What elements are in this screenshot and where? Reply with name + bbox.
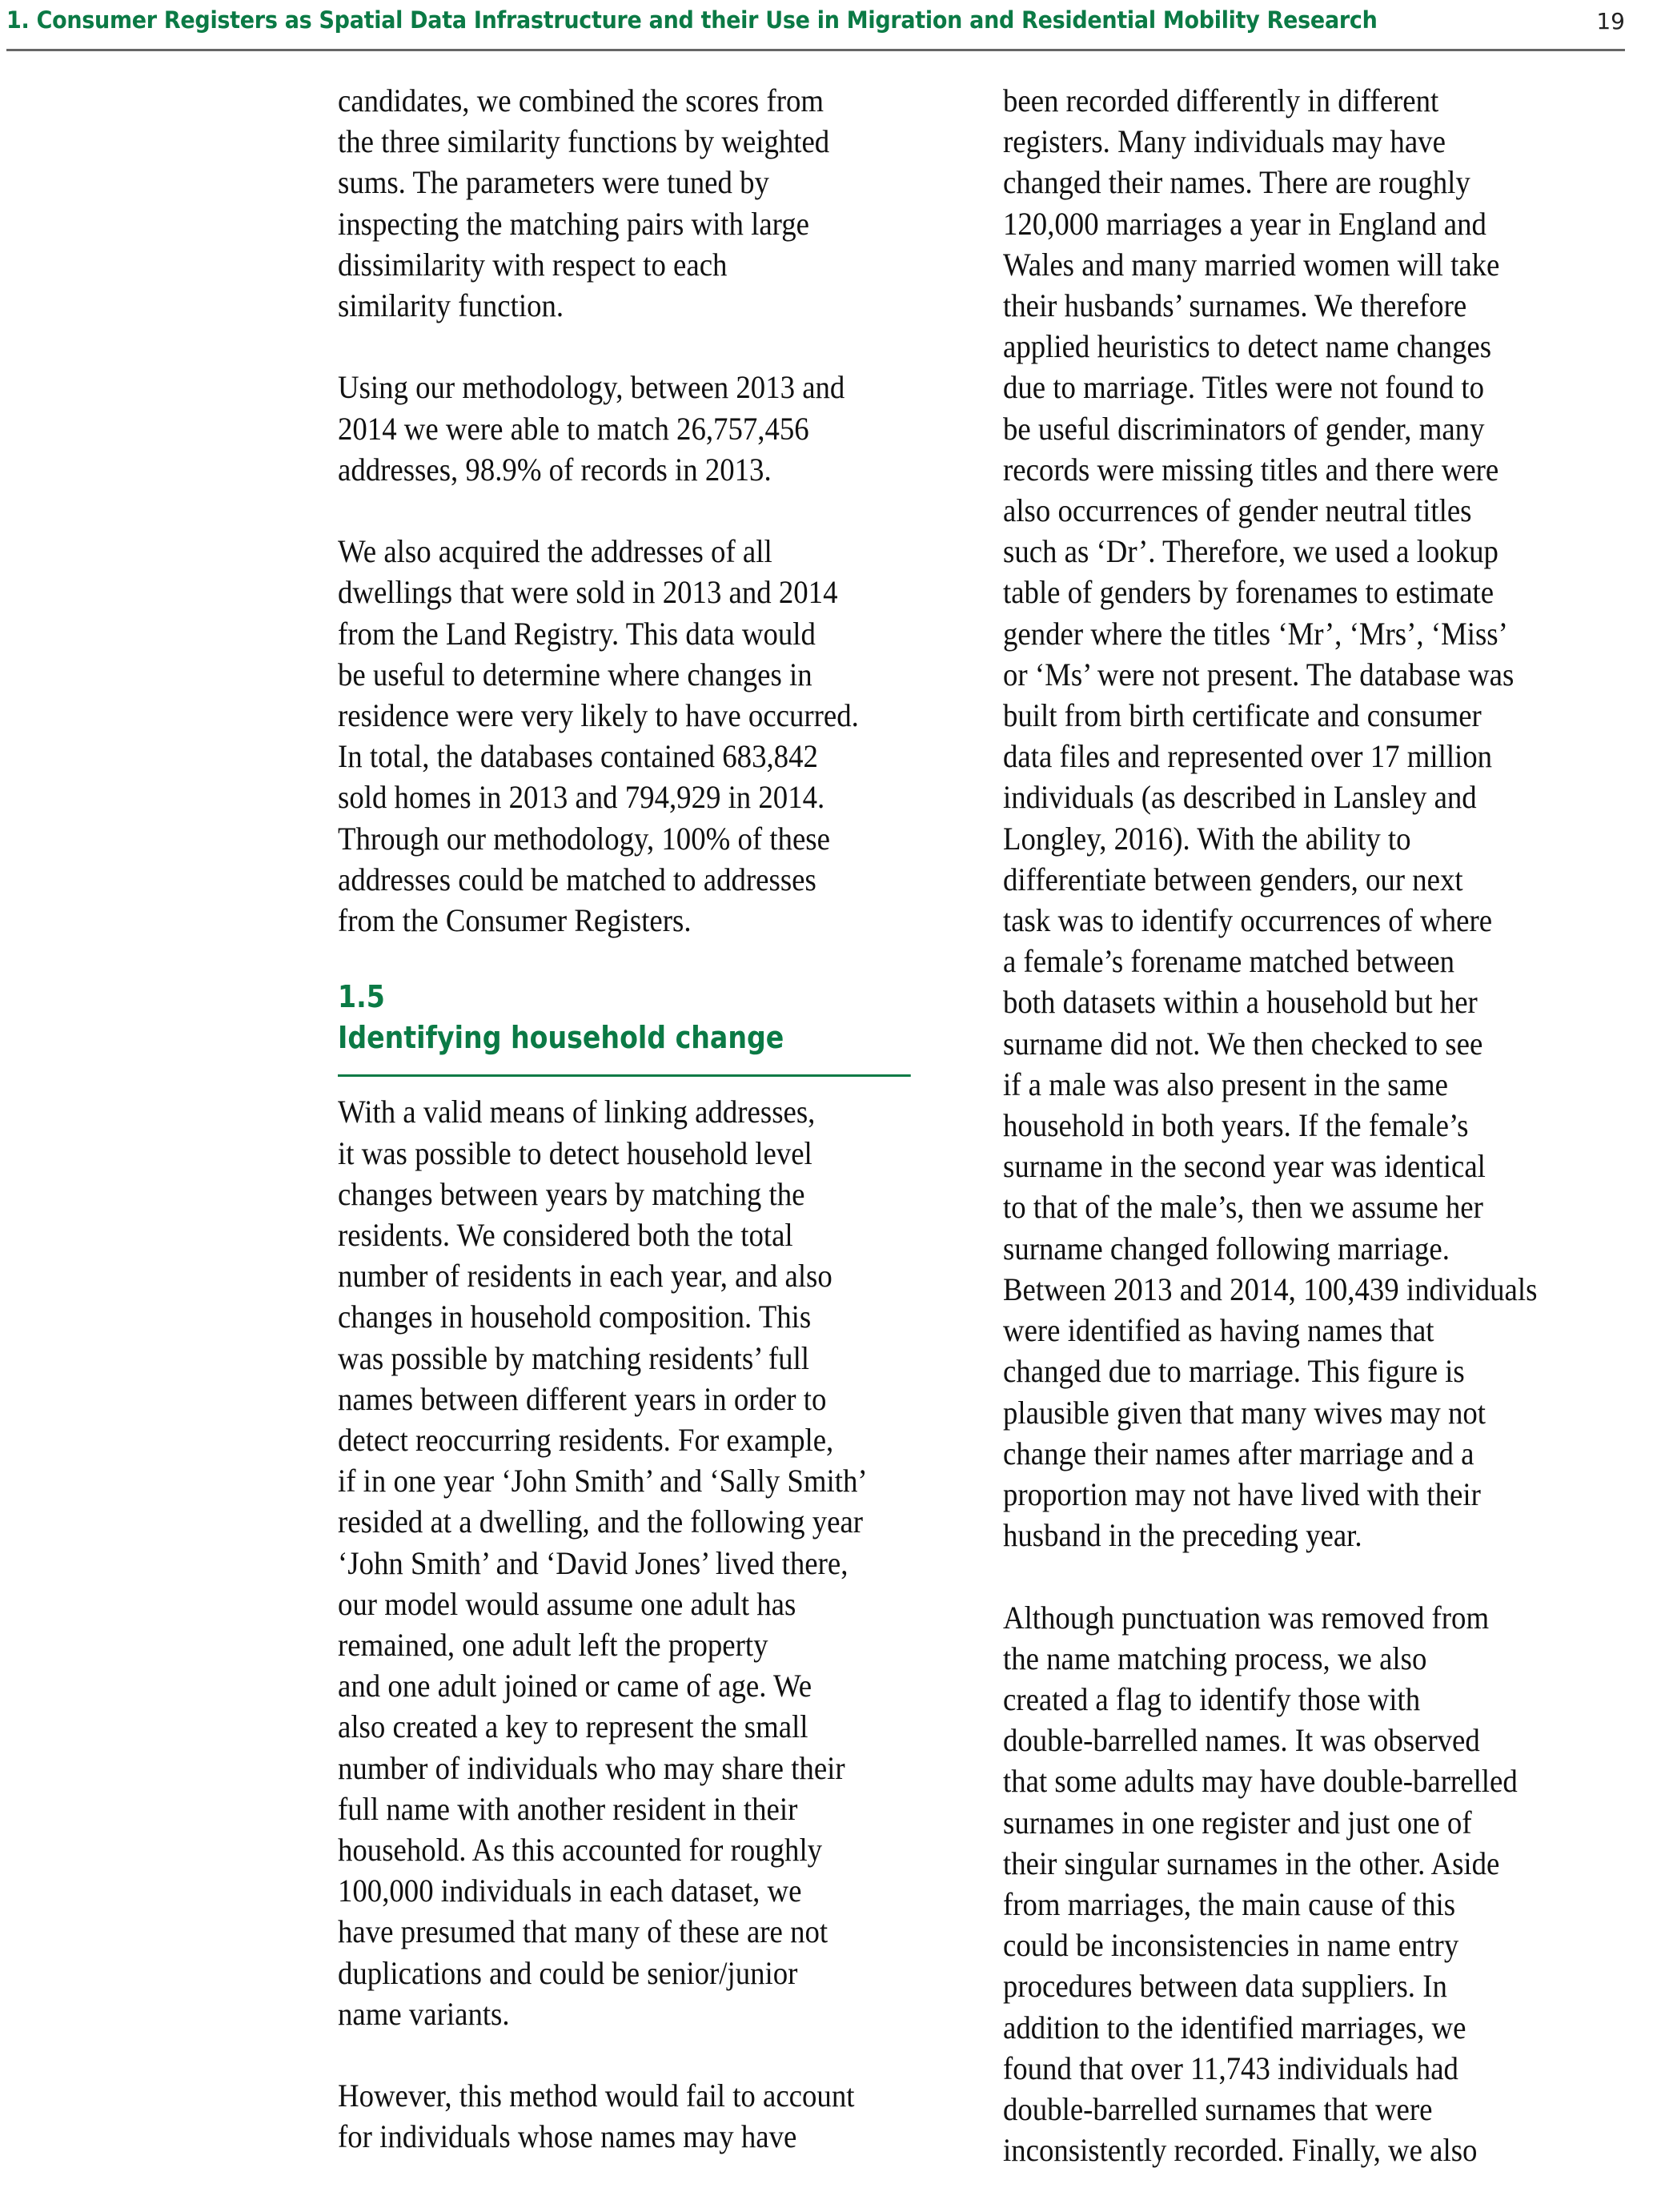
page-number: 19 xyxy=(1596,8,1625,34)
text-line: Although punctuation was removed from xyxy=(1003,1599,1490,1636)
text-line: number of residents in each year, and also xyxy=(338,1258,832,1295)
text-line: the three similarity functions by weighted xyxy=(338,123,830,160)
text-line: double-barrelled surnames that were xyxy=(1003,2090,1433,2127)
text-line: duplications and could be senior/junior xyxy=(338,1954,798,1991)
text-line: table of genders by forenames to estimate xyxy=(1003,574,1494,611)
text-line: inspecting the matching pairs with large xyxy=(338,205,810,242)
text-line: similarity function. xyxy=(338,287,564,324)
text-line: proportion may not have lived with their xyxy=(1003,1475,1481,1512)
text-line: Using our methodology, between 2013 and xyxy=(338,369,845,406)
text-line: from the Consumer Registers. xyxy=(338,902,692,939)
text-line: dissimilarity with respect to each xyxy=(338,246,728,283)
text-line: changes in household composition. This xyxy=(338,1299,812,1335)
text-line: changes between years by matching the xyxy=(338,1175,805,1212)
text-line: that some adults may have double-barrelled xyxy=(1003,1763,1518,1800)
text-line: been recorded differently in different xyxy=(1003,82,1439,118)
text-line: husband in the preceding year. xyxy=(1003,1517,1362,1554)
text-line: 2014 we were able to match 26,757,456 xyxy=(338,410,809,447)
text-line: residence were very likely to have occurred. xyxy=(338,697,859,734)
text-line: registers. Many individuals may have xyxy=(1003,123,1446,160)
text-line: sold homes in 2013 and 794,929 in 2014. xyxy=(338,779,825,816)
text-line: it was possible to detect household level xyxy=(338,1134,812,1171)
paragraph xyxy=(338,80,927,326)
text-line: their singular surnames in the other. Aside xyxy=(1003,1845,1500,1881)
paragraph xyxy=(338,1091,927,2034)
text-line: if in one year ‘John Smith’ and ‘Sally Smith’ xyxy=(338,1463,868,1499)
section-heading xyxy=(338,977,897,1058)
running-header xyxy=(6,5,1625,45)
text-line: addition to the identified marriages, we xyxy=(1003,2009,1466,2045)
text-line: addresses, 98.9% of records in 2013. xyxy=(338,451,772,488)
text-line: their husbands’ surnames. We therefore xyxy=(1003,287,1467,324)
text-line: could be inconsistencies in name entry xyxy=(1003,1927,1459,1964)
text-line: built from birth certificate and consumer xyxy=(1003,697,1482,734)
text-line: household in both years. If the female’s xyxy=(1003,1107,1469,1144)
text-line: surname did not. We then checked to see xyxy=(1003,1025,1483,1062)
text-line: data files and represented over 17 million xyxy=(1003,738,1493,775)
text-line: Wales and many married women will take xyxy=(1003,246,1500,283)
text-line: surname changed following marriage. xyxy=(1003,1230,1450,1267)
text-line: dwellings that were sold in 2013 and 2014 xyxy=(338,574,838,611)
text-line: a female’s forename matched between xyxy=(1003,943,1454,980)
text-line: be useful discriminators of gender, many xyxy=(1003,410,1485,447)
text-line: In total, the databases contained 683,842 xyxy=(338,738,818,775)
header-rule xyxy=(6,49,1625,51)
text-line: records were missing titles and there were xyxy=(1003,451,1499,488)
running-title: 1. Consumer Registers as Spatial Data Infrastructure and their Use in Migration and Residential Mobility Research xyxy=(6,6,1378,34)
text-line: were identified as having names that xyxy=(1003,1312,1434,1349)
text-line: be useful to determine where changes in xyxy=(338,656,812,693)
text-line: We also acquired the addresses of all xyxy=(338,533,772,570)
text-line: candidates, we combined the scores from xyxy=(338,82,824,118)
text-line: double-barrelled names. It was observed xyxy=(1003,1722,1480,1759)
text-line: from the Land Registry. This data would xyxy=(338,615,816,652)
text-line: changed due to marriage. This figure is xyxy=(1003,1353,1465,1390)
text-line: full name with another resident in their xyxy=(338,1790,798,1827)
text-line: names between different years in order to xyxy=(338,1380,827,1417)
text-line: detect reoccurring residents. For example, xyxy=(338,1422,834,1459)
text-line: plausible given that many wives may not xyxy=(1003,1394,1486,1431)
text-line: residents. We considered both the total xyxy=(338,1217,793,1254)
text-line: gender where the titles ‘Mr’, ‘Mrs’, ‘Miss’ xyxy=(1003,615,1508,652)
text-line: Between 2013 and 2014, 100,439 individuals xyxy=(1003,1271,1538,1307)
text-line: addresses could be matched to addresses xyxy=(338,861,816,897)
text-line: sums. The parameters were tuned by xyxy=(338,164,769,201)
left-paragraphs-after-section xyxy=(338,1091,927,2157)
text-line: change their names after marriage and a xyxy=(1003,1435,1474,1471)
left-paragraphs-before-section xyxy=(338,80,927,941)
text-line: resided at a dwelling, and the following year xyxy=(338,1503,864,1540)
text-line: have presumed that many of these are not xyxy=(338,1913,828,1950)
text-line: such as ‘Dr’. Therefore, we used a lookup xyxy=(1003,533,1498,570)
text-line: our model would assume one adult has xyxy=(338,1585,796,1622)
text-line: However, this method would fail to account xyxy=(338,2078,855,2114)
paragraph xyxy=(338,367,927,490)
text-line: changed their names. There are roughly xyxy=(1003,164,1470,201)
text-line: procedures between data suppliers. In xyxy=(1003,1968,1447,2005)
paragraph xyxy=(338,531,927,941)
paragraph xyxy=(338,2075,927,2157)
text-line: also created a key to represent the small xyxy=(338,1708,808,1745)
text-line: from marriages, the main cause of this xyxy=(1003,1885,1456,1922)
text-line: task was to identify occurrences of where xyxy=(1003,902,1493,939)
text-line: 120,000 marriages a year in England and xyxy=(1003,205,1486,242)
text-line: both datasets within a household but her xyxy=(1003,984,1478,1021)
section-title: Identifying household change xyxy=(338,1020,784,1056)
text-line: surnames in one register and just one of xyxy=(1003,1804,1472,1841)
text-line: Through our methodology, 100% of these xyxy=(338,820,830,857)
text-line: due to marriage. Titles were not found to xyxy=(1003,369,1484,406)
text-line: Longley, 2016). With the ability to xyxy=(1003,820,1411,857)
text-line: inconsistently recorded. Finally, we also xyxy=(1003,2132,1478,2169)
paragraph xyxy=(1003,80,1615,1556)
text-line: and one adult joined or came of age. We xyxy=(338,1668,812,1704)
paragraph xyxy=(1003,1597,1615,2171)
text-line: was possible by matching residents’ full xyxy=(338,1339,810,1376)
text-line: to that of the male’s, then we assume her xyxy=(1003,1189,1483,1226)
text-line: found that over 11,743 individuals had xyxy=(1003,2049,1458,2086)
text-line: household. As this accounted for roughly xyxy=(338,1832,823,1869)
section-rule xyxy=(338,1074,911,1077)
section-number: 1.5 xyxy=(338,979,385,1015)
text-line: created a flag to identify those with xyxy=(1003,1680,1421,1717)
section-1-5 xyxy=(338,977,927,1077)
right-column-text xyxy=(1003,80,1615,2170)
text-line: or ‘Ms’ were not present. The database was xyxy=(1003,656,1515,693)
text-line: differentiate between genders, our next xyxy=(1003,861,1463,897)
text-line: surname in the second year was identical xyxy=(1003,1148,1486,1185)
text-line: name variants. xyxy=(338,1995,510,2032)
text-line: ‘John Smith’ and ‘David Jones’ lived there, xyxy=(338,1544,849,1581)
right-column xyxy=(1003,80,1667,2212)
text-line: if a male was also present in the same xyxy=(1003,1066,1448,1102)
text-line: remained, one adult left the property xyxy=(338,1627,768,1664)
text-line: applied heuristics to detect name changes xyxy=(1003,328,1492,365)
text-line: number of individuals who may share their xyxy=(338,1749,845,1786)
left-column xyxy=(338,80,978,2198)
text-line: the name matching process, we also xyxy=(1003,1640,1427,1676)
left-column-text xyxy=(338,80,927,2158)
text-line: individuals (as described in Lansley and xyxy=(1003,779,1477,816)
text-line: With a valid means of linking addresses, xyxy=(338,1094,816,1130)
text-line: 100,000 individuals in each dataset, we xyxy=(338,1873,802,1909)
text-line: for individuals whose names may have xyxy=(338,2118,797,2155)
text-line: also occurrences of gender neutral titles xyxy=(1003,492,1472,529)
